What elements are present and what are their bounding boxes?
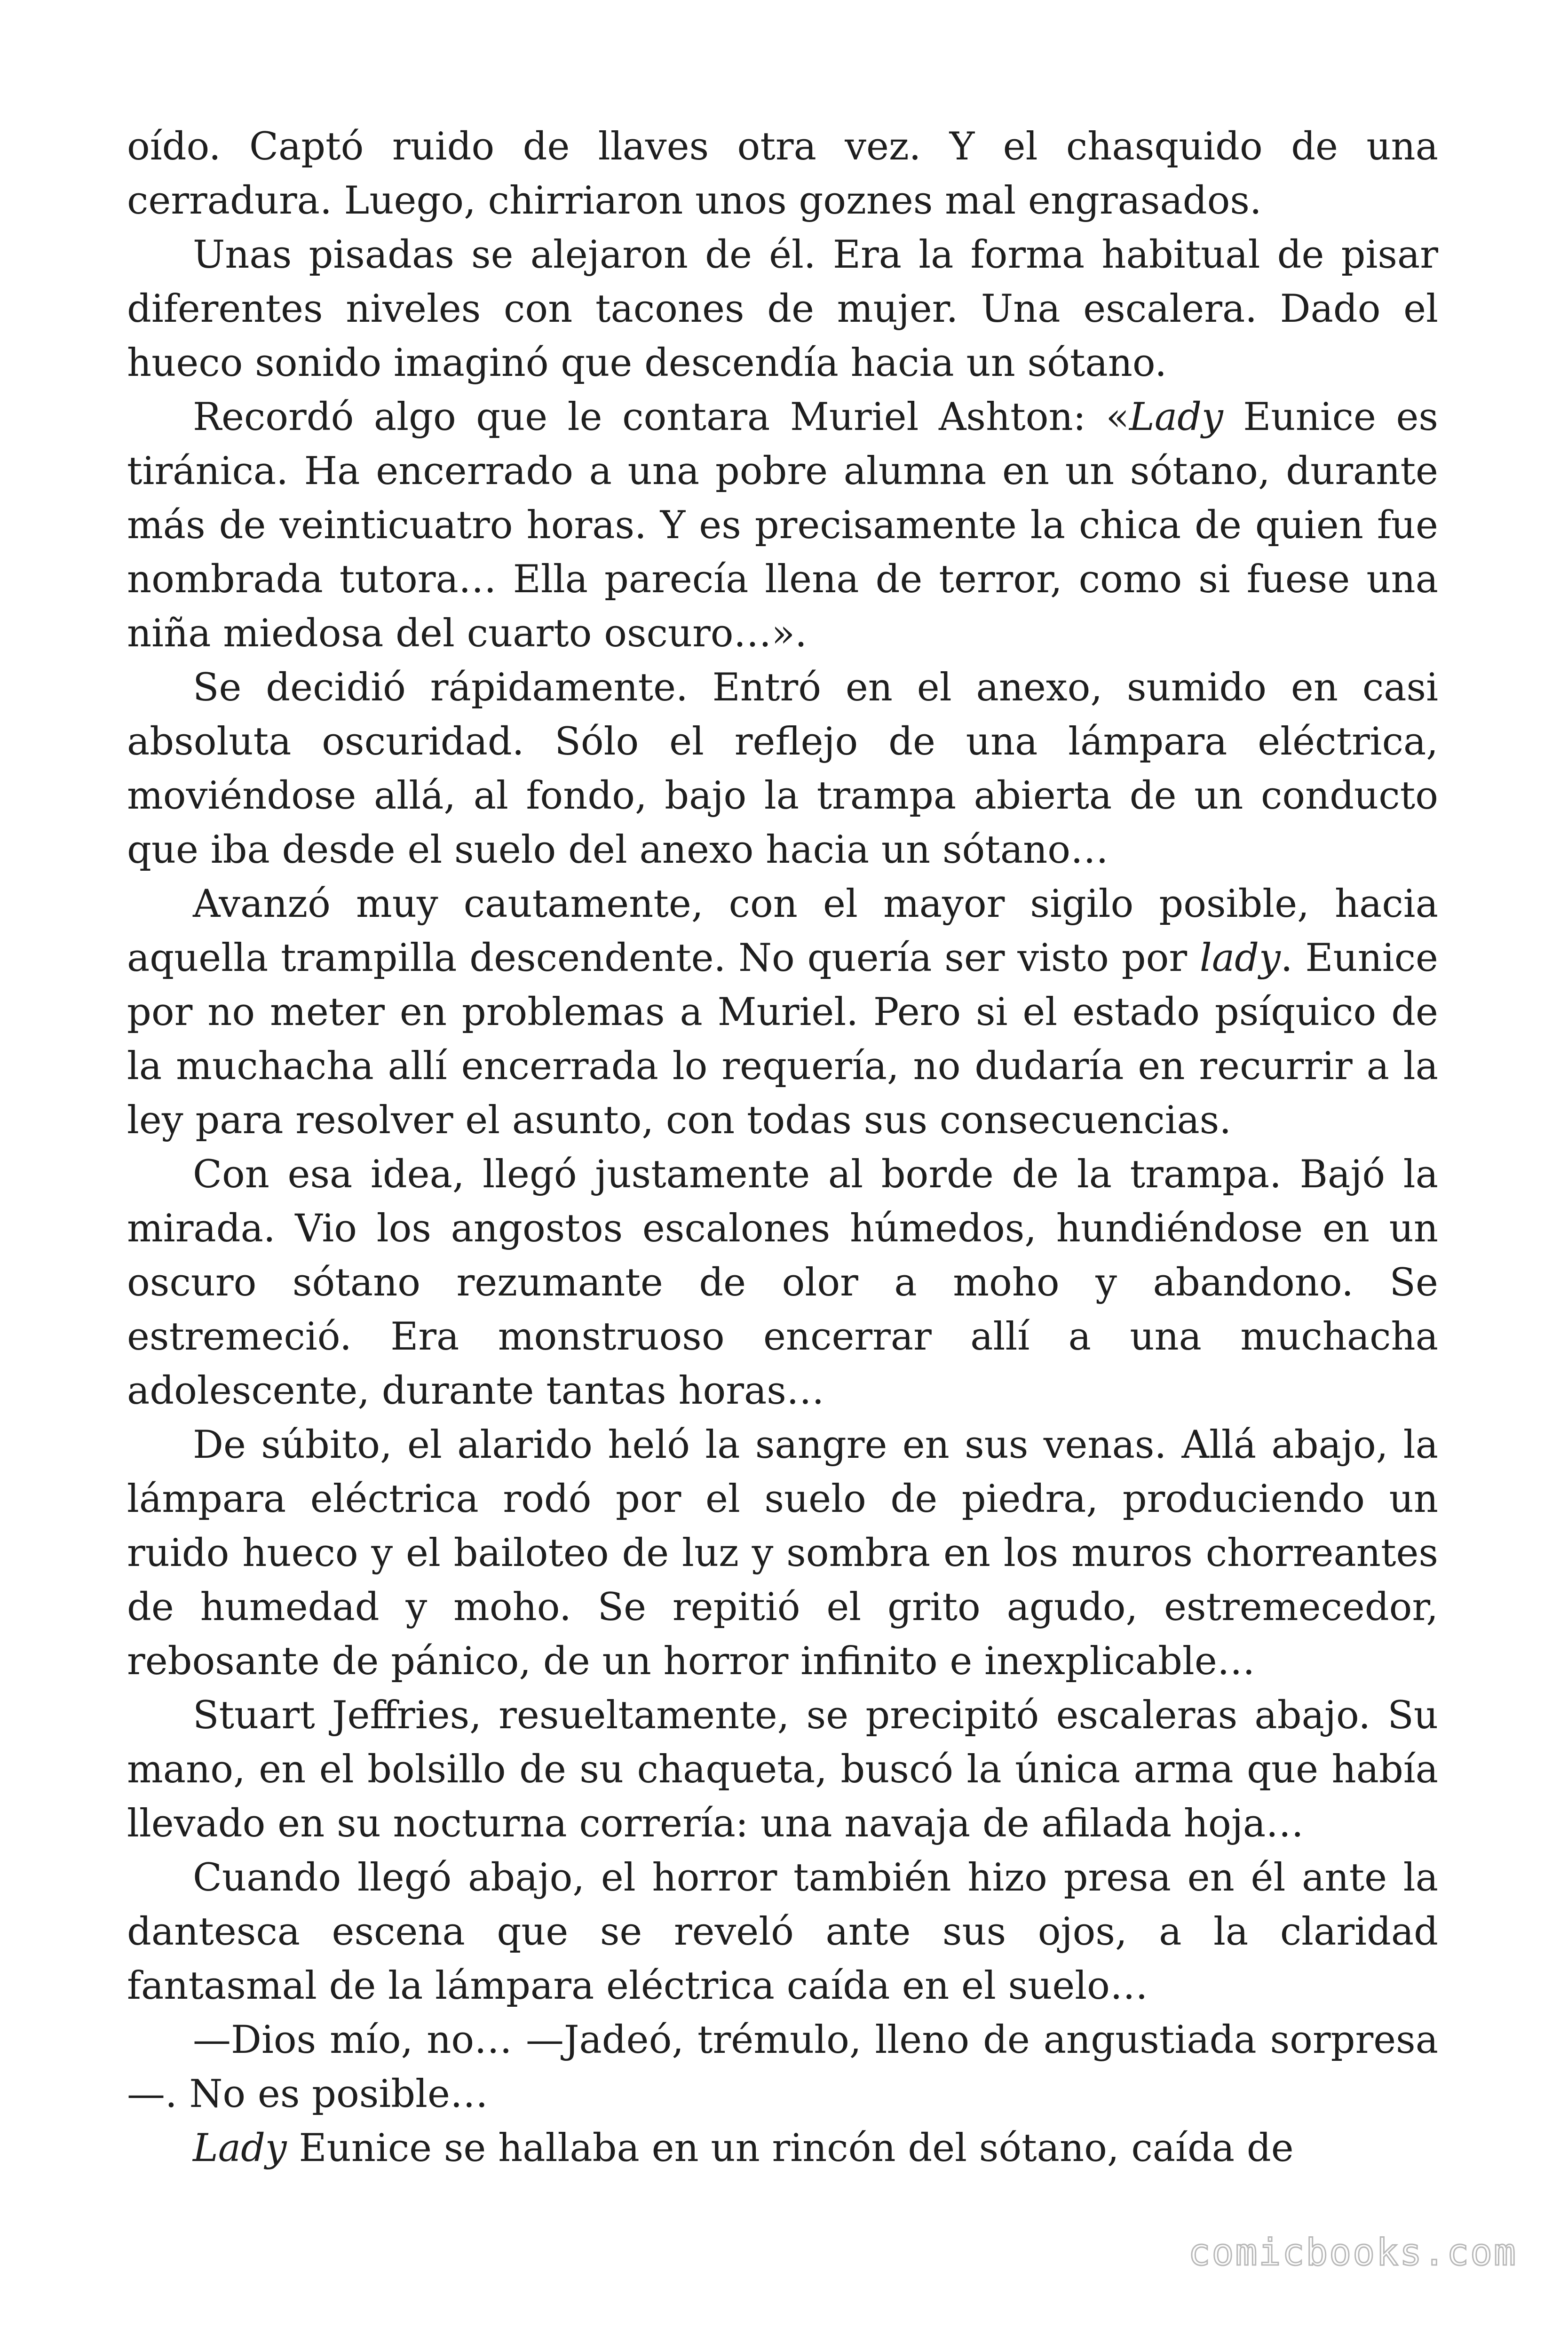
book-page-text [127,120,1438,2176]
text-run: Eunice es tiránica. Ha encerrado a una pobre alumna en un sótano, durante más de veinticuatro horas. Y es precisamente la chica de quien fue nombrada tutora… Ella parecía llena de terror, como si fuese una niña miedosa del cuarto oscuro…». [127,395,1438,656]
paragraph-p7 [127,1418,1438,1689]
text-run: —Dios mío, no… —Jadeó, trémulo, lleno de angustiada sorpresa —. No es posible… [127,2018,1438,2116]
paragraph-p3 [127,390,1438,661]
paragraph-p10 [127,2013,1438,2122]
text-run: Con esa idea, llegó justamente al borde de la trampa. Bajó la mirada. Vio los angostos escalones húmedos, hundiéndose en un oscuro sótano rezumante de olor a moho y abandono. Se estremeció. Era monstruoso encerrar allí a una muchacha adolescente, durante tantas horas… [127,1152,1438,1413]
text-run: De súbito, el alarido heló la sangre en sus venas. Allá abajo, la lámpara eléctrica rodó por el suelo de piedra, produciendo un ruido hueco y el bailoteo de luz y sombra en los muros chorreantes de humedad y moho. Se repitió el grito agudo, estremecedor, rebosante de pánico, de un horror infinito e inexplicable… [127,1423,1438,1684]
italic-text: Lady [193,2126,287,2170]
paragraph-p1 [127,120,1438,228]
italic-text: lady [1199,936,1281,980]
text-run: oído. Captó ruido de llaves otra vez. Y el chasquido de una cerradura. Luego, chirriaron unos goznes mal engrasados. [127,125,1438,223]
paragraph-p6 [127,1148,1438,1418]
text-run: Eunice se hallaba en un rincón del sótano, caída de [286,2126,1294,2170]
text-run: Cuando llegó abajo, el horror también hizo presa en él ante la dantesca escena que se reveló ante sus ojos, a la claridad fantasmal de la lámpara eléctrica caída en el suelo… [127,1856,1438,2008]
paragraph-p5 [127,877,1438,1148]
watermark: comicbooks.com [1188,2232,1517,2274]
paragraph-p2 [127,228,1438,390]
italic-text: Lady [1129,395,1223,439]
paragraph-p4 [127,661,1438,877]
paragraph-p8 [127,1689,1438,1851]
text-run: . Eunice por no meter en problemas a Muriel. Pero si el estado psíquico de la muchacha allí encerrada lo requería, no dudaría en recurrir a la ley para resolver el asunto, con todas sus consecuencias. [127,936,1438,1143]
text-run: Recordó algo que le contara Muriel Ashton: « [193,395,1130,439]
text-run: Se decidió rápidamente. Entró en el anexo, sumido en casi absoluta oscuridad. Sólo el reflejo de una lámpara eléctrica, moviéndose allá, al fondo, bajo la trampa abierta de un conducto que iba desde el suelo del anexo hacia un sótano… [127,666,1438,872]
text-run: Unas pisadas se alejaron de él. Era la forma habitual de pisar diferentes niveles con tacones de mujer. Una escalera. Dado el hueco sonido imaginó que descendía hacia un sótano. [127,233,1438,385]
text-run: Stuart Jeffries, resueltamente, se precipitó escaleras abajo. Su mano, en el bolsillo de su chaqueta, buscó la única arma que había llevado en su nocturna correría: una navaja de afilada hoja… [127,1693,1438,1846]
paragraph-p9 [127,1851,1438,2013]
paragraph-p11 [127,2122,1438,2176]
text-run: Avanzó muy cautamente, con el mayor sigilo posible, hacia aquella trampilla descendente. No quería ser visto por [127,882,1438,980]
